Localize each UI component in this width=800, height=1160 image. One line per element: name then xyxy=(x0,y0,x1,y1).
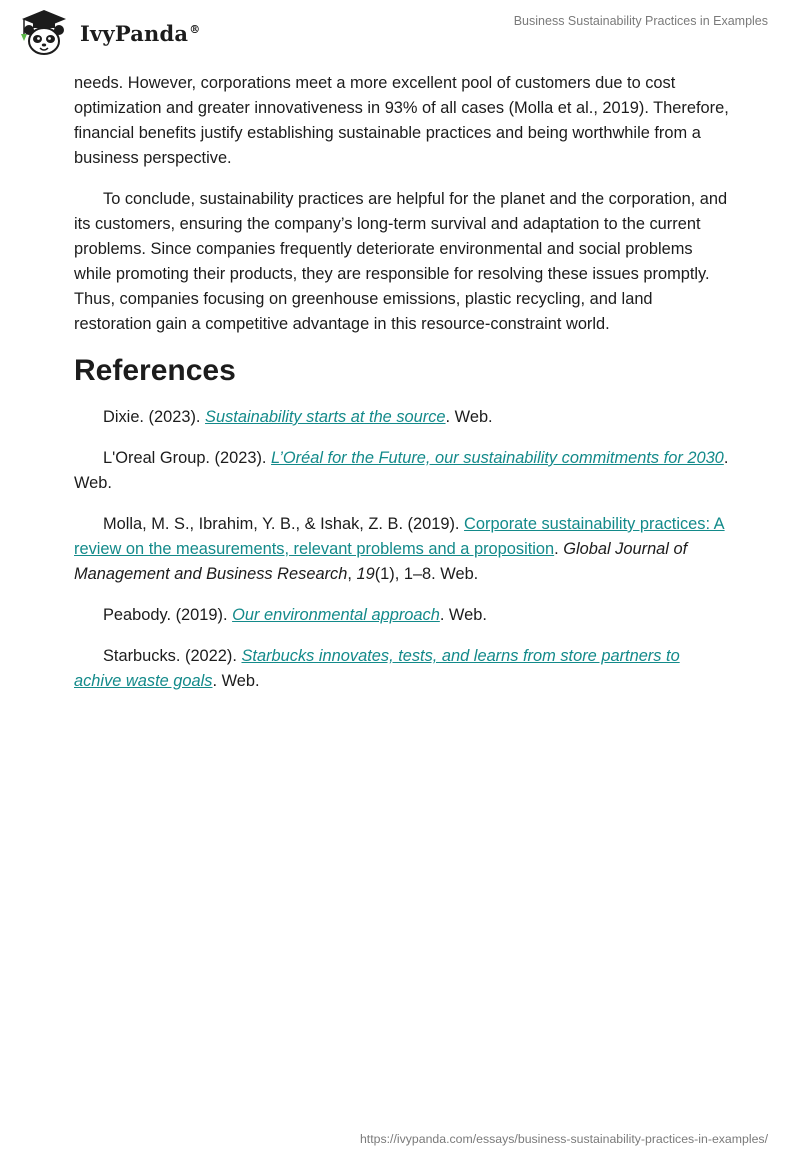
ivypanda-logo[interactable] xyxy=(14,8,200,58)
journal-volume: 19 xyxy=(356,565,375,583)
reference-separator: . xyxy=(554,540,564,558)
reference-tail: (1), 1–8. Web. xyxy=(374,565,479,583)
reference-item xyxy=(74,512,730,587)
reference-author-date: L'Oreal Group. (2023). xyxy=(103,449,272,467)
reference-item xyxy=(74,405,730,430)
reference-item xyxy=(74,603,730,628)
reference-tail: . Web. xyxy=(445,408,493,426)
reference-tail: . Web. xyxy=(439,606,487,624)
body-paragraph-1: needs. However, corporations meet a more excellent pool of customers due to cost optimization and greater innovativeness in 93% of all cases (Molla et al., 2019). Therefore, financial benefits justify establishing sustainable practices and being worthwhile from a business perspective. xyxy=(74,74,729,167)
source-url[interactable]: https://ivypanda.com/essays/business-sustainability-practices-in-examples/ xyxy=(359,1132,768,1146)
reference-author-date: Starbucks. (2022). xyxy=(103,647,242,665)
brand-name: IvyPanda® xyxy=(80,20,201,46)
reference-author-date: Dixie. (2023). xyxy=(103,408,206,426)
reference-item xyxy=(74,644,730,694)
reference-link[interactable]: Starbucks innovates, tests, and learns from store partners to achive waste goals xyxy=(74,647,680,690)
journal-title: Global Journal of Management and Business Research xyxy=(74,540,688,583)
registered-mark: ® xyxy=(189,22,201,36)
reference-item xyxy=(74,446,730,496)
page-header xyxy=(0,0,800,70)
panda-graduate-icon xyxy=(14,8,74,58)
essay-content xyxy=(74,71,730,710)
reference-tail: . Web. xyxy=(212,672,260,690)
reference-author-date: Peabody. (2019). xyxy=(103,606,233,624)
reference-link[interactable]: Sustainability starts at the source xyxy=(205,408,446,426)
reference-author-date: Molla, M. S., Ibrahim, Y. B., & Ishak, Z. B. (2019). xyxy=(103,515,465,533)
body-paragraph-2: To conclude, sustainability practices are helpful for the planet and the corporation, and its customers, ensuring the company’s long-term survival and adaptation to the current problems. Since companies frequently deteriorate environmental and social problems while promoting their products, they are responsible for resolving these issues promptly. Thus, companies focusing on greenhouse emissions, plastic recycling, and land restoration gain a competitive advantage in this resource-constraint world. xyxy=(74,190,728,333)
reference-link[interactable]: Our environmental approach xyxy=(232,606,440,624)
reference-link[interactable]: Corporate sustainability practices: A review on the measurements, relevant problems and a proposition xyxy=(74,515,725,558)
reference-tail: . Web. xyxy=(74,449,729,492)
references-heading: References xyxy=(74,354,236,387)
document-title: Business Sustainability Practices in Examples xyxy=(513,14,768,28)
reference-comma: , xyxy=(347,565,357,583)
reference-link[interactable]: L’Oréal for the Future, our sustainability commitments for 2030 xyxy=(271,449,724,467)
